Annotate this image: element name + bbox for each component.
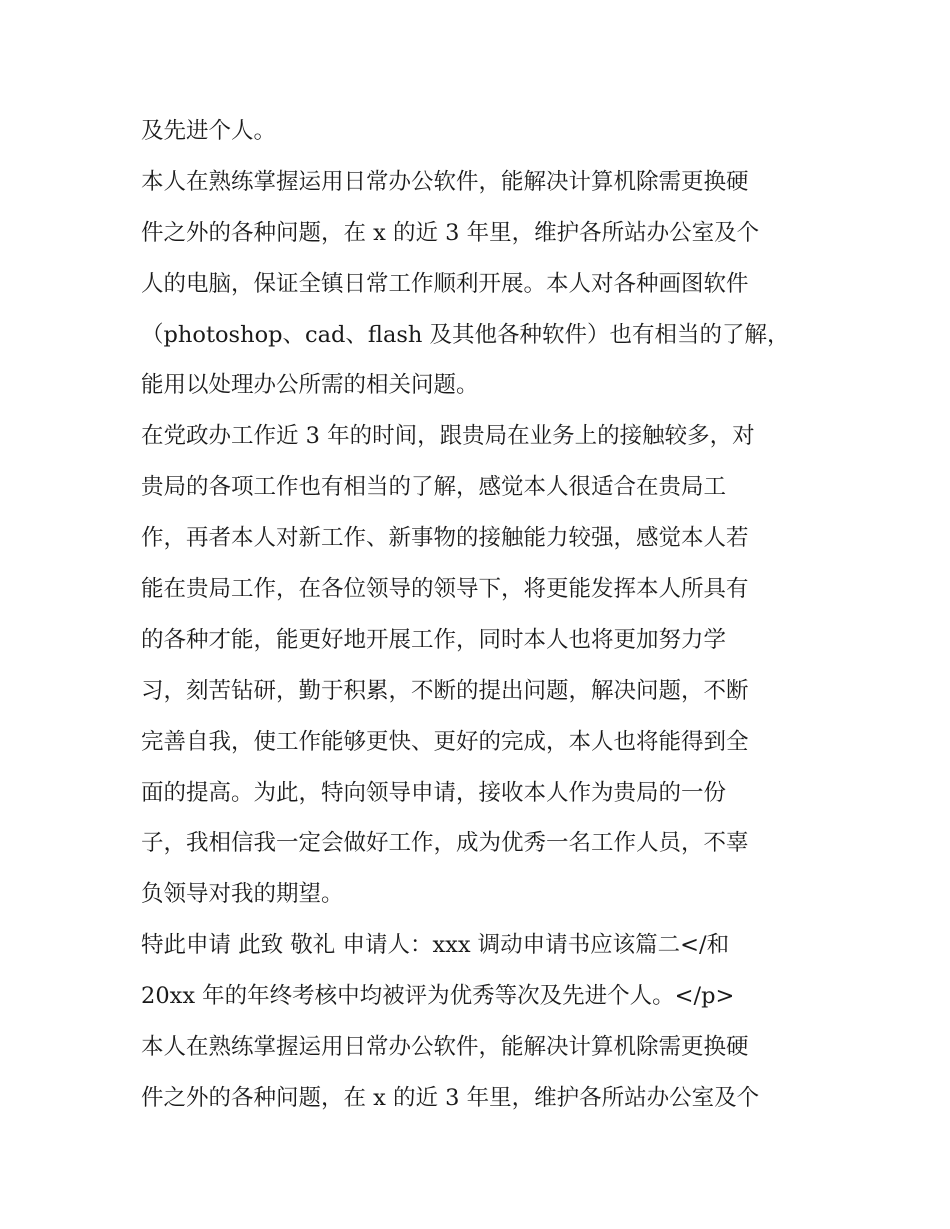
text-line: 的各种才能，能更好地开展工作，同时本人也将更加努力学 — [141, 626, 727, 653]
text-line: 能用以处理办公所需的相关问题。 — [141, 372, 479, 399]
text-line: （photoshop、cad、flash 及其他各种软件）也有相当的了解， — [141, 321, 790, 348]
text-line: 作，再者本人对新工作、新事物的接触能力较强，感觉本人若 — [141, 525, 749, 552]
text-line: 20xx 年的年终考核中均被评为优秀等次及先进个人。</p> — [141, 983, 735, 1010]
text-line: 在党政办工作近 3 年的时间，跟贵局在业务上的接触较多，对 — [141, 423, 755, 450]
text-line: 特此申请 此致 敬礼 申请人：xxx 调动申请书应该篇二</和 — [141, 932, 730, 959]
text-line: 贵局的各项工作也有相当的了解，感觉本人很适合在贵局工 — [141, 474, 727, 501]
text-line: 件之外的各种问题，在 x 的近 3 年里，维护各所站办公室及个 — [141, 219, 760, 246]
text-line: 面的提高。为此，特向领导申请，接收本人作为贵局的一份 — [141, 779, 727, 806]
text-line: 本人在熟练掌握运用日常办公软件，能解决计算机除需更换硬 — [141, 1034, 749, 1061]
text-line: 本人在熟练掌握运用日常办公软件，能解决计算机除需更换硬 — [141, 168, 749, 195]
text-line: 能在贵局工作，在各位领导的领导下，将更能发挥本人所具有 — [141, 576, 749, 603]
text-line: 完善自我，使工作能够更快、更好的完成，本人也将能得到全 — [141, 728, 749, 755]
text-line: 负领导对我的期望。 — [141, 881, 344, 908]
text-line: 件之外的各种问题，在 x 的近 3 年里，维护各所站办公室及个 — [141, 1084, 760, 1111]
document-body — [141, 106, 821, 1124]
text-line: 习，刻苦钻研，勤于积累，不断的提出问题，解决问题，不断 — [141, 677, 749, 704]
text-line: 人的电脑，保证全镇日常工作顺利开展。本人对各种画图软件 — [141, 270, 749, 297]
text-line: 子，我相信我一定会做好工作，成为优秀一名工作人员，不辜 — [141, 830, 749, 857]
text-line: 及先进个人。 — [141, 118, 277, 144]
